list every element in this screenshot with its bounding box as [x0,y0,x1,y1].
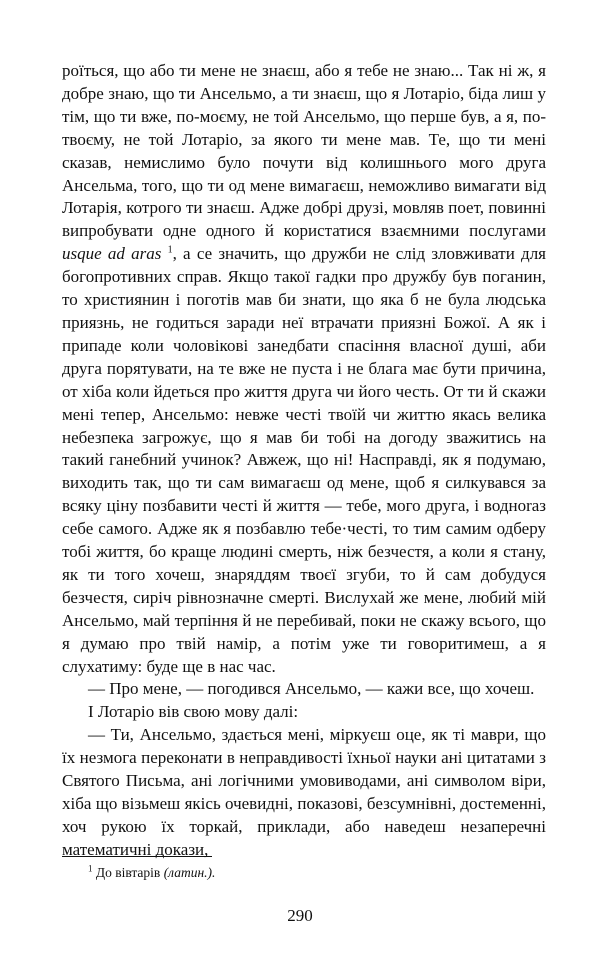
paragraph-narration: І Лотаріо вів свою мову далі: [88,702,299,722]
footnote [88,864,215,882]
paragraph-text-continued: , а се значить, що дружби не слід зловживати для богопротивних справ. Якщо такої гадки про дружбу був поганин, то християнин і поготів мав би знати, що яка б не була людська приязнь, не годиться заради неї втрачати приязні Божої. А як і припаде коли чоловікові занедбати спасіння власної душі, аби друга порятувати, на те вже не пуста і не блага має бути причина, от хіба коли йдеться про життя друга чи його честь. От ти й скажи мені тепер, Ансельмо: невже честі твоїй чи життю якась велика небезпека загрожує, що я мав би тобі на догоду зважитись на такий ганебний учинок? Авжеж, що ні! Насправді, як я подумаю, виходить так, що ти сам вимагаєш од мене, щоб я силкувався за всяку ціну позбавити честі й життя — тебе, мого друга, і водноraз себе самого. Адже як я позбавлю тебе·честі, то тим самим одберу тобі життя, бо краще людині смерть, ніж безчестя, а коли я стану, як ти того хочеш, знаряддям твоєї згуби, то й сам добудуся безчестя, сиріч рівнозначне смерті. Вислухай же мене, любий мій Ансельмо, май терпіння й не перебивай, поки не скажу всього, що я думаю про твій намір, а потім уже ти говоритимеш, а я слухатиму: буде ще в нас час. [62,244,547,676]
footnote-text: До вівтарів [95,865,164,880]
paragraph-lotario-continues: — Ти, Ансельмо, здається мені, міркуєш оце, як ті маври, що їх незмога переконати в неправдивості їхньої науки ані цитатами з Святого Письма, ані логічними умовиводами, ані символом віри, хіба що візьмеш якісь очевидні, показові, безсумнівні, достеменні, хоч рукою їх торкай, приклади, або наведеш незаперечні математичні докази, [62,725,546,859]
latin-quote: usque ad aras [62,244,162,264]
paragraph-anselmo-reply: — Про мене, — погодився Ансельмо, — кажи все, що хочеш. [88,679,535,699]
footnote-number: 1 [88,863,93,874]
footnote-divider [62,856,212,857]
footnote-marker: 1 [167,244,173,256]
paragraph-lotario-speech [62,60,546,678]
footnote-language: (латин.). [163,865,216,880]
paragraph-text: роїться, що або ти мене не знаєш, або я тебе не знаю... Так ні ж, я добре знаю, що ти Ансельмо, а ти знаєш, що я Лотаріо, біда лиш у тім, що ти вже, по-моєму, не той Ансельмо, що перше був, а я, по-твоєму, не той Лотаріо, за якого ти мене мав. Те, що ти мені сказав, немислимо було почути від колишнього мого друга Ансельма, того, що ти од мене вимагаєш, неможливо вимагати від Лотарія, котрого ти знаєш. Адже добрі друзі, мовляв поет, повинні випробувати одне одного й користатися взаємними послугами [62,61,546,241]
body-text [62,60,546,862]
page-number: 290 [287,906,313,925]
